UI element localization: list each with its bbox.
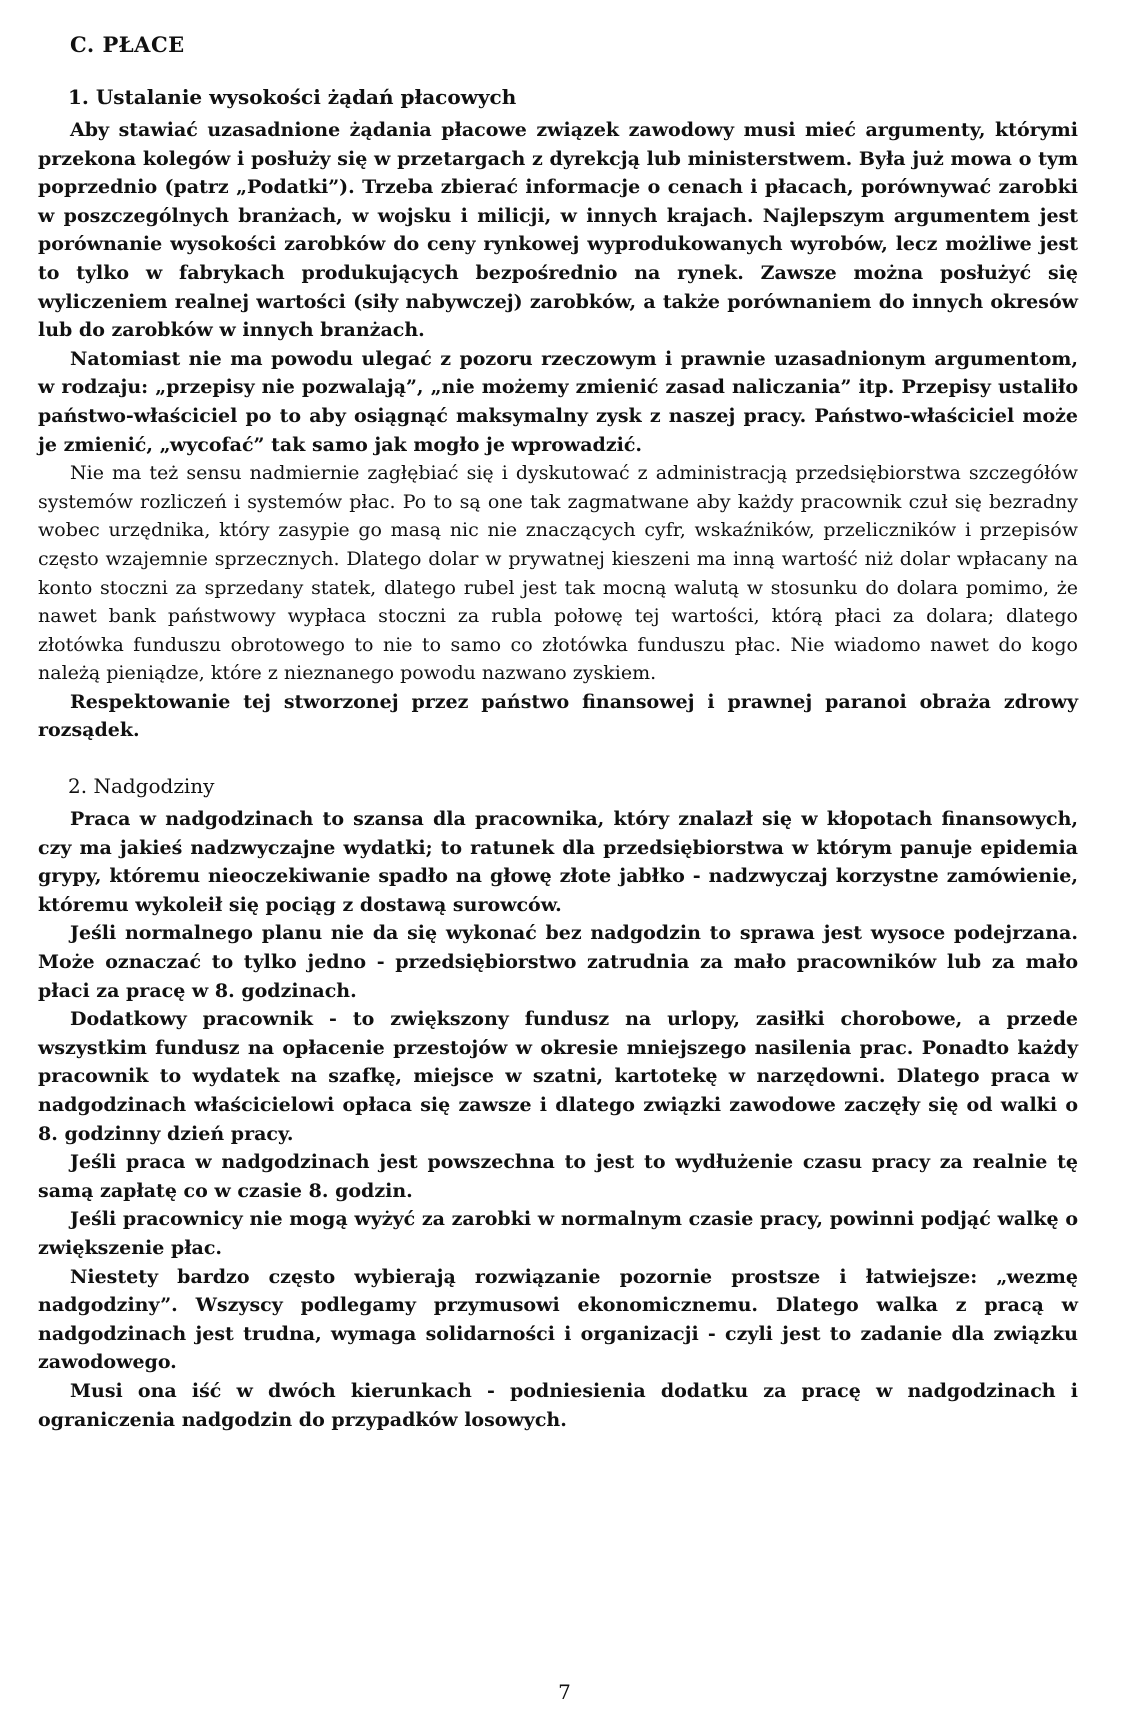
paragraph: Praca w nadgodzinach to szansa dla pracownika, który znalazł się w kłopotach finansowych, czy ma jakieś nadzwyczajne wydatki; to ratunek dla przedsiębiorstwa w którym panuje epidemia grypy, któremu nieoczekiwanie spadło na głowę złote jabłko - nadzwyczaj korzystne zamówienie, któremu wykoleił się pociąg z dostawą surowców. [38,808,1078,916]
page-number: 7 [558,1680,571,1704]
page-content [38,28,1078,1434]
paragraph: Musi ona iść w dwóch kierunkach - podniesienia dodatku za pracę w nadgodzinach i ograniczenia nadgodzin do przypadków losowych. [38,1379,1078,1431]
paragraph: Aby stawiać uzasadnione żądania płacowe związek zawodowy musi mieć argumenty, którymi przekona kolegów i posłuży się w przetargach z dyrekcją lub ministerstwem. Była już mowa o tym poprzednio (patrz „Podatki”). Trzeba zbierać informacje o cenach i płacach, porównywać zarobki w poszczególnych branżach, w wojsku i milicji, w innych krajach. Najlepszym argumentem jest porównanie wysokości zarobków do ceny rynkowej wyprodukowanych wyrobów, lecz możliwe jest to tylko w fabrykach produkujących bezpośrednio na rynek. Zawsze można posłużyć się wyliczeniem realnej wartości (siły nabywczej) zarobków, a także porównaniem do innych okresów lub do zarobków w innych branżach. [38,119,1078,342]
paragraph: Natomiast nie ma powodu ulegać z pozoru rzeczowym i prawnie uzasadnionym argumentom, w rodzaju: „przepisy nie pozwalają”, „nie możemy zmienić zasad naliczania” itp. Przepisy ustaliło państwo-właściciel po to aby osiągnąć maksymalny zysk z naszej pracy. Państwo-właściciel może je zmienić, „wycofać” tak samo jak mogło je wprowadzić. [38,347,1078,456]
paragraph: Jeśli normalnego planu nie da się wykonać bez nadgodzin to sprawa jest wysoce podejrzana. Może oznaczać to tylko jedno - przedsiębiorstwo zatrudnia za mało pracowników lub za mało płaci za pracę w 8. godzinach. [38,922,1078,1002]
section-title: C. PŁACE [70,32,185,57]
subsection-heading-2: 2. Nadgodziny [68,774,215,799]
paragraph: Jeśli praca w nadgodzinach jest powszechna to jest to wydłużenie czasu pracy za realnie tę samą zapłatę co w czasie 8. godzin. [38,1151,1078,1202]
subsection-heading-1: 1. Ustalanie wysokości żądań płacowych [68,85,517,109]
paragraph: Dodatkowy pracownik - to zwiększony fundusz na urlopy, zasiłki chorobowe, a przede wszystkim fundusz na opłacenie przestojów w okresie mniejszego nasilenia prac. Ponadto każdy pracownik to wydatek na szafkę, miejsce w szatni, kartotekę w narzędowni. Dlatego praca w nadgodzinach właścicielowi opłaca się zawsze i dlatego związki zawodowe zaczęły się od walki o 8. godzinny dzień pracy. [38,1008,1078,1145]
paragraph: Respektowanie tej stworzonej przez państwo finansowej i prawnej paranoi obraża zdrowy rozsądek. [38,690,1078,742]
paragraph: Nie ma też sensu nadmiernie zagłębiać się i dyskutować z administracją przedsiębiorstwa szczegółów systemów rozliczeń i systemów płac. Po to są one tak zagmatwane aby każdy pracownik czuł się bezradny wobec urzędnika, który zasypie go masą nic nie znaczących cyfr, wskaźników, przeliczników i przepisów często wzajemnie sprzecznych. Dlatego dolar w prywatnej kieszeni ma inną wartość niż dolar wpłacany na konto stoczni za sprzedany statek, dlatego rubel jest tak mocną walutą w stosunku do dolara pomimo, że nawet bank państwowy wypłaca stoczni za rubla połowę tej wartości, którą płaci za dolara; dlatego złotówka funduszu obrotowego to nie to samo co złotówka funduszu płac. Nie wiadomo nawet do kogo należą pieniądze, które z nieznanego powodu nazwano zyskiem. [38,462,1078,685]
paragraph: Jeśli pracownicy nie mogą wyżyć za zarobki w normalnym czasie pracy, powinni podjąć walkę o zwiększenie płac. [38,1208,1078,1259]
paragraph: Niestety bardzo często wybierają rozwiązanie pozornie prostsze i łatwiejsze: „wezmę nadgodziny”. Wszyscy podlegamy przymusowi ekonomicznemu. Dlatego walka z pracą w nadgodzinach jest trudna, wymaga solidarności i organizacji - czyli jest to zadanie dla związku zawodowego. [38,1265,1078,1374]
